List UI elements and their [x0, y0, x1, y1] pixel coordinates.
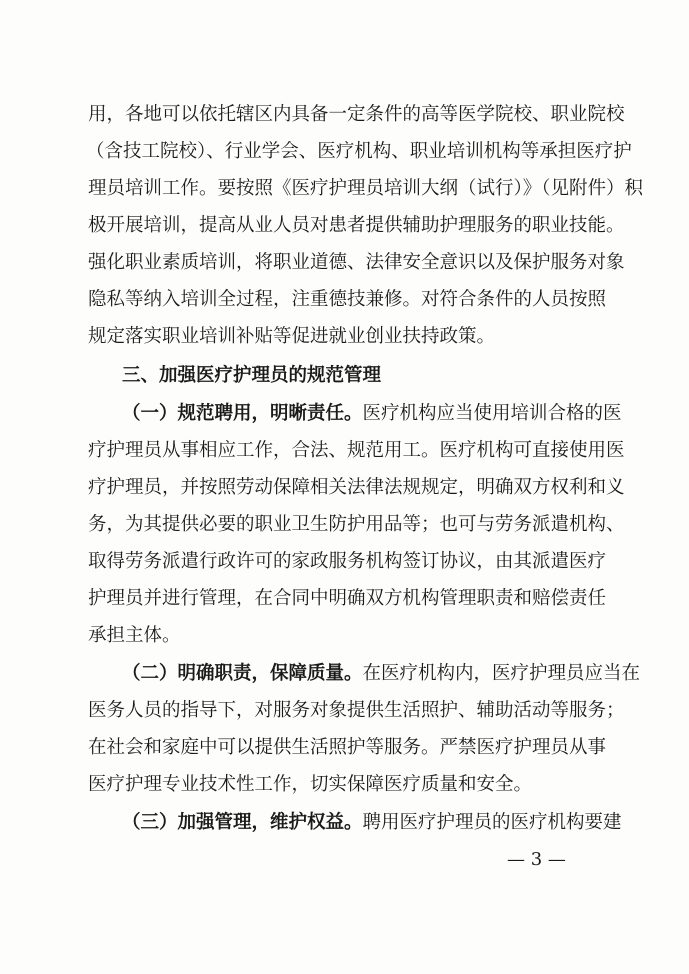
paragraph-line: 取得劳务派遣行政许可的家政服务机构签订协议，由其派遣医疗: [88, 551, 607, 572]
subsection-first-line: [122, 399, 622, 429]
paragraph-line: 用，各地可以依托辖区内具备一定条件的高等医学院校、职业院校: [88, 104, 625, 125]
paragraph-line: 疗护理员从事相应工作，合法、规范用工。医疗机构可直接使用医: [88, 440, 625, 461]
paragraph-line: 医务人员的指导下，对服务对象提供生活照护、辅助活动等服务；: [88, 700, 625, 721]
subsection-first-line: [122, 808, 622, 838]
paragraph-line: 务，为其提供必要的职业卫生防护用品等；也可与劳务派遣机构、: [88, 514, 625, 535]
paragraph-line: 护理员并进行管理，在合同中明确双方机构管理职责和赔偿责任: [88, 588, 607, 609]
paragraph-line: 疗护理员，并按照劳动保障相关法律法规规定，明确双方权利和义: [88, 477, 625, 498]
subsection-lead: （三）加强管理，维护权益。: [122, 812, 363, 833]
subsection-text: 在医疗机构内，医疗护理员应当在: [362, 663, 641, 684]
paragraph-line: 规定落实职业培训补贴等促进就业创业扶持政策。: [88, 326, 496, 347]
subsection-text: 医疗机构应当使用培训合格的医: [362, 403, 622, 424]
subsection-lead: （二）明确职责，保障质量。: [122, 663, 363, 684]
section-heading: 三、加强医疗护理员的规范管理: [122, 365, 382, 386]
paragraph-line: 承担主体。: [88, 625, 181, 646]
paragraph-line: 理员培训工作。要按照《医疗护理员培训大纲（试行）》（见附件）积: [88, 178, 644, 199]
paragraph-line: 医疗护理专业技术性工作，切实保障医疗质量和安全。: [88, 774, 533, 795]
subsection-first-line: [122, 659, 641, 689]
subsection-text: 聘用医疗护理员的医疗机构要建: [362, 812, 622, 833]
page-number: — 3 —: [507, 849, 566, 870]
paragraph-line: 强化职业素质培训，将职业道德、法律安全意识以及保护服务对象: [88, 252, 625, 273]
subsection-lead: （一）规范聘用，明晰责任。: [122, 403, 363, 424]
paragraph-line: 在社会和家庭中可以提供生活照护等服务。严禁医疗护理员从事: [88, 737, 607, 758]
paragraph-line: 隐私等纳入培训全过程，注重德技兼修。对符合条件的人员按照: [88, 289, 607, 310]
paragraph-line: （含技工院校）、行业学会、医疗机构、职业培训机构等承担医疗护: [86, 141, 632, 162]
paragraph-line: 极开展培训，提高从业人员对患者提供辅助护理服务的职业技能。: [88, 215, 625, 236]
